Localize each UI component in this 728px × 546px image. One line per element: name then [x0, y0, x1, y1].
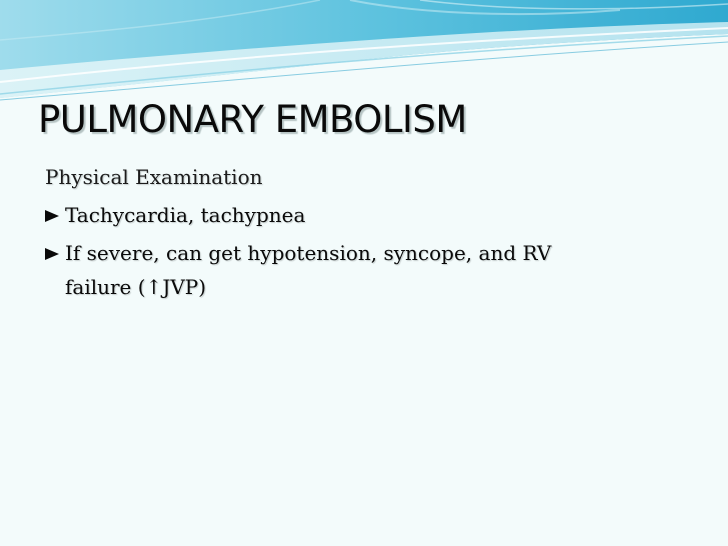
slide-title: PULMONARY EMBOLISM: [38, 98, 467, 141]
section-subheading: Physical Examination: [45, 165, 263, 189]
header-wave-banner: [0, 0, 728, 110]
bullet-item: [45, 236, 645, 304]
bullet-arrow-icon: [45, 248, 59, 260]
bullet-text-line: Tachycardia, tachypnea: [65, 203, 306, 227]
bullet-arrow-icon: [45, 210, 59, 222]
bullet-text-line: failure (↑JVP): [65, 275, 207, 299]
slide-content: [45, 160, 645, 304]
bullet-item: [45, 198, 645, 232]
bullet-text-line: If severe, can get hypotension, syncope, and RV: [65, 241, 552, 265]
